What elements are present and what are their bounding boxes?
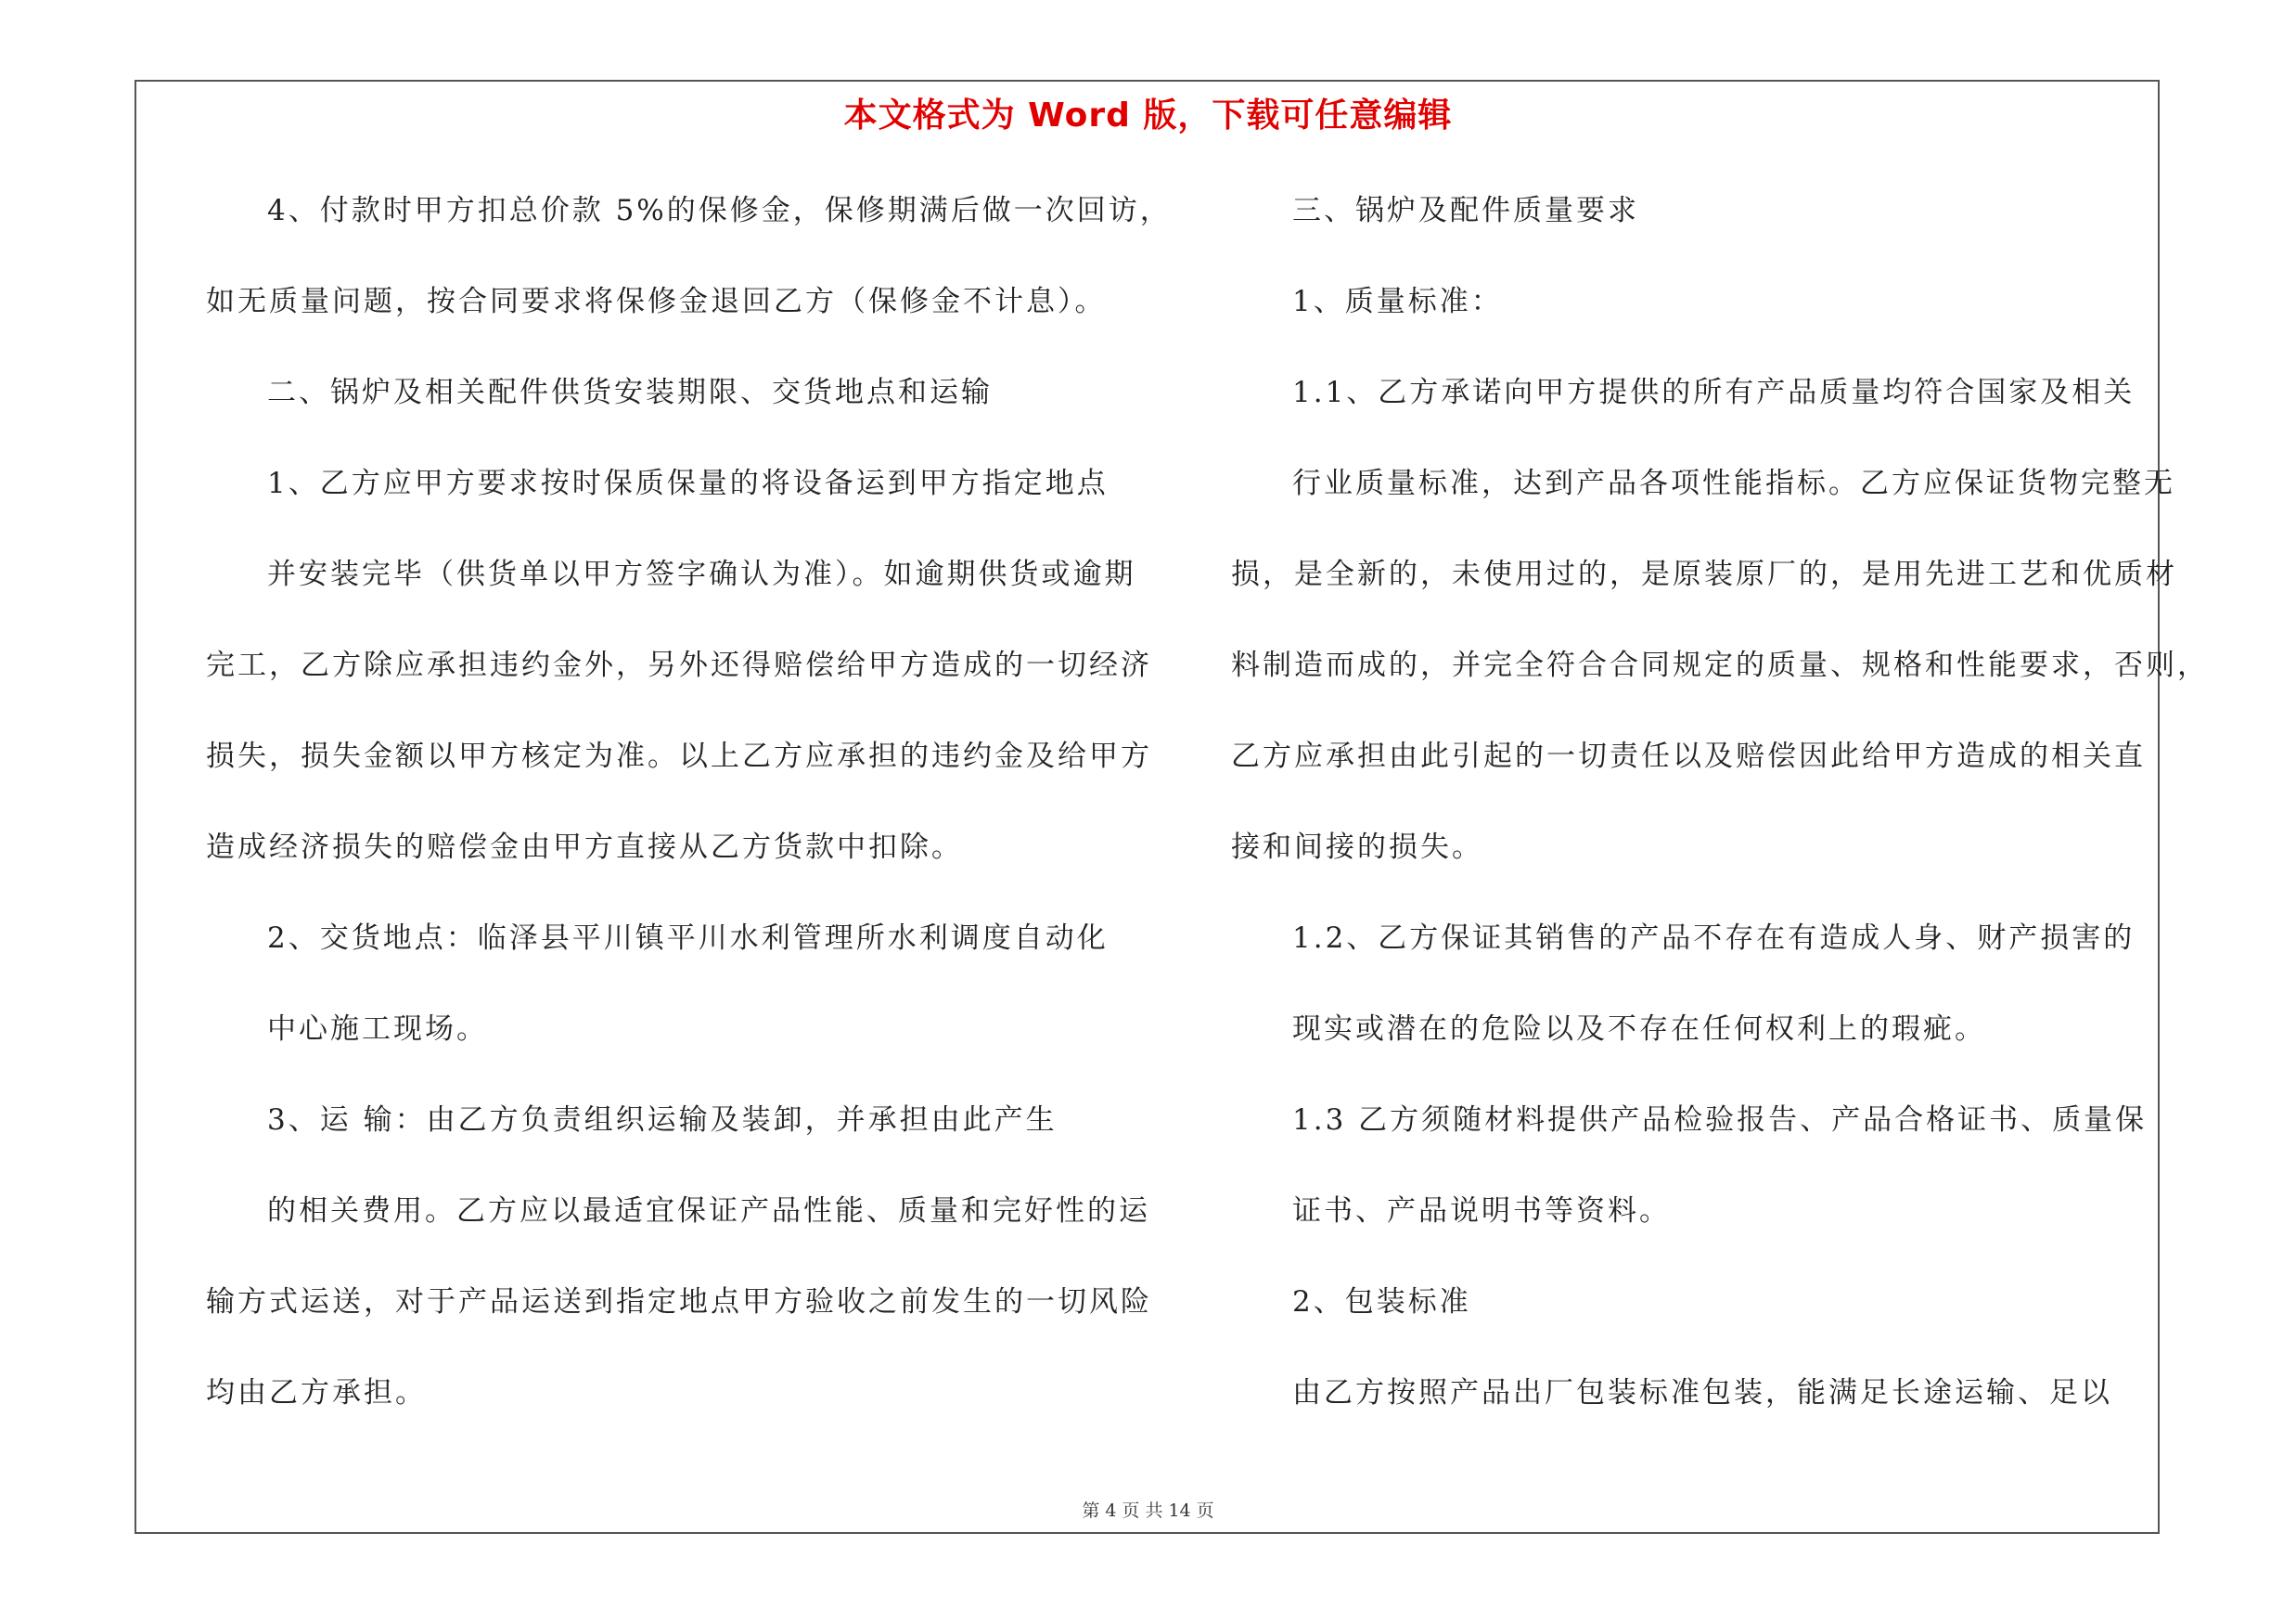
footer-page-number: 4	[1105, 1501, 1117, 1521]
section-heading: 三、锅炉及配件质量要求	[1292, 194, 1639, 227]
paragraph-line: 1.3 乙方须随材料提供产品检验报告、产品合格证书、质量保	[1292, 1103, 2148, 1137]
paragraph-line: 损，是全新的，未使用过的，是原装原厂的，是用先进工艺和优质材	[1231, 558, 2177, 591]
paragraph-line: 中心施工现场。	[267, 1012, 488, 1046]
paragraph-line: 1、乙方应甲方要求按时保质保量的将设备运到甲方指定地点	[267, 467, 1109, 500]
paragraph-line: 完工，乙方除应承担违约金外，另外还得赔偿给甲方造成的一切经济	[206, 649, 1152, 682]
paragraph-line: 现实或潜在的危险以及不存在任何权利上的瑕疵。	[1292, 1012, 1986, 1046]
footer-prefix: 第	[1082, 1501, 1100, 1521]
paragraph-line: 1.2、乙方保证其销售的产品不存在有造成人身、财产损害的	[1292, 921, 2136, 955]
word-format-banner: 本文格式为 Word 版，下载可任意编辑	[843, 97, 1453, 135]
paragraph-line: 接和间接的损失。	[1231, 831, 1483, 864]
paragraph-line: 乙方应承担由此引起的一切责任以及赔偿因此给甲方造成的相关直	[1231, 740, 2146, 773]
paragraph-line: 由乙方按照产品出厂包装标准包装，能满足长途运输、足以	[1292, 1376, 2112, 1410]
paragraph-line: 并安装完毕（供货单以甲方签字确认为准）。如逾期供货或逾期	[267, 558, 1136, 591]
paragraph-line: 造成经济损失的赔偿金由甲方直接从乙方货款中扣除。	[206, 831, 963, 864]
paragraph-line: 4、付款时甲方扣总价款 5%的保修金，保修期满后做一次回访，	[267, 194, 1172, 227]
paragraph-line: 损失，损失金额以甲方核定为准。以上乙方应承担的违约金及给甲方	[206, 740, 1152, 773]
paragraph-line: 2、交货地点：临泽县平川镇平川水利管理所水利调度自动化	[267, 921, 1109, 955]
section-heading: 二、锅炉及相关配件供货安装期限、交货地点和运输	[267, 376, 993, 409]
paragraph-line: 证书、产品说明书等资料。	[1292, 1194, 1671, 1228]
paragraph-line: 均由乙方承担。	[206, 1376, 427, 1410]
footer-total-pages: 14	[1168, 1501, 1191, 1521]
paragraph-line: 3、运 输：由乙方负责组织运输及装卸，并承担由此产生	[267, 1103, 1058, 1137]
paragraph-line: 1.1、乙方承诺向甲方提供的所有产品质量均符合国家及相关	[1292, 376, 2136, 409]
paragraph-line: 输方式运送，对于产品运送到指定地点甲方验收之前发生的一切风险	[206, 1285, 1152, 1319]
paragraph-line: 1、质量标准：	[1292, 285, 1503, 318]
page-footer	[0, 1497, 2296, 1522]
paragraph-line: 料制造而成的，并完全符合合同规定的质量、规格和性能要求，否则，	[1231, 649, 2209, 682]
left-column	[206, 187, 1172, 1461]
right-column	[1231, 187, 2209, 1461]
paragraph-line: 行业质量标准，达到产品各项性能指标。乙方应保证货物完整无	[1292, 467, 2175, 500]
footer-suffix: 页	[1196, 1501, 1214, 1521]
footer-mid: 页 共	[1122, 1501, 1163, 1521]
paragraph-line: 2、包装标准	[1292, 1285, 1471, 1319]
paragraph-line: 如无质量问题，按合同要求将保修金退回乙方（保修金不计息）。	[206, 285, 1107, 318]
paragraph-line: 的相关费用。乙方应以最适宜保证产品性能、质量和完好性的运	[267, 1194, 1150, 1228]
